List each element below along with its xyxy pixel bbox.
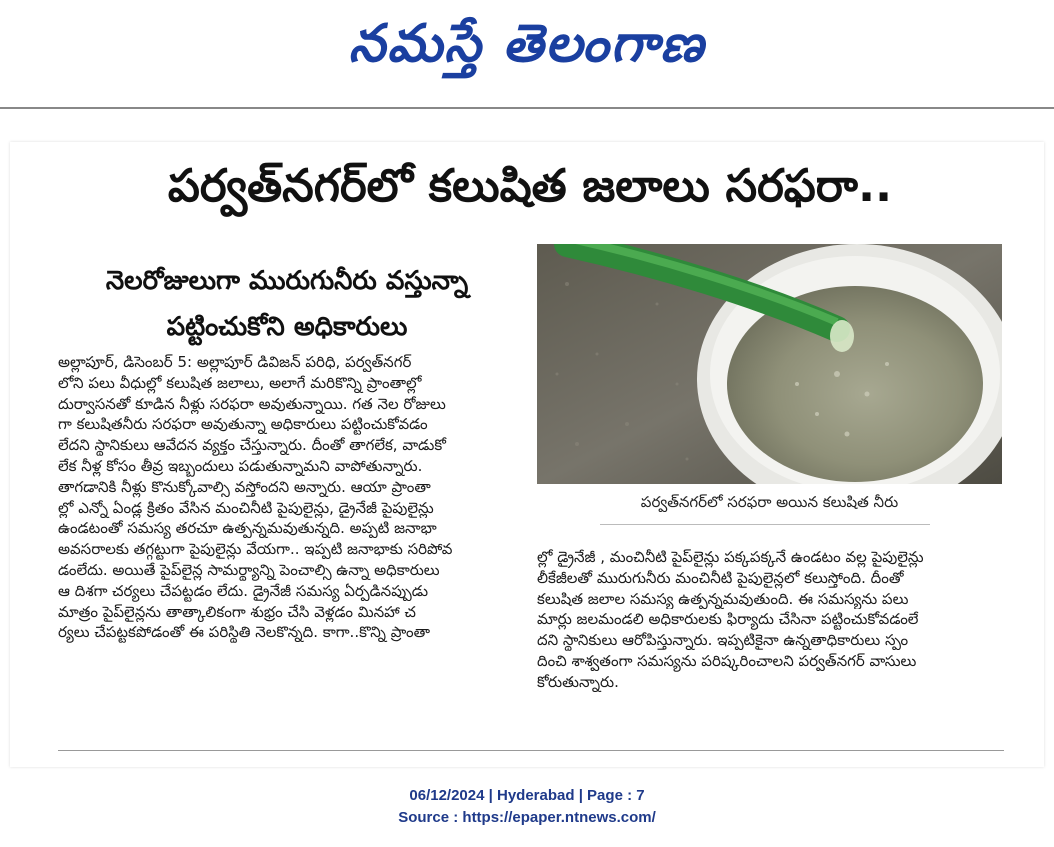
body-line: మాత్రం పైప్‌లైన్లను తాత్కాలికంగా శుభ్రం చేసి వెళ్లడం మినహా చ <box>58 602 416 621</box>
caption-divider <box>600 524 930 525</box>
subheadline-line: పట్టించుకోని అధికారులు <box>166 312 408 342</box>
masthead <box>0 0 1054 100</box>
article-headline: పర్వత్‌నగర్‌లో కలుషిత జలాలు సరఫరా.. <box>167 159 893 212</box>
body-line: గా కలుషితనీరు సరఫరా అవుతున్నా అధికారులు పట్టించుకోవడం <box>58 415 428 434</box>
body-line: అవసరాలకు తగ్గట్టుగా పైపులైన్లు వేయగా.. ఇప్పటి జనాభాకు సరిపోవ <box>58 540 453 559</box>
footer-source: Source : https://epaper.ntnews.com/ <box>398 809 656 826</box>
body-line: అల్లాపూర్‌, డిసెంబర్‌ 5: అల్లాపూర్‌ డివిజన్‌ పరిధి, పర్వత్‌నగర్‌ <box>58 353 412 371</box>
body-line: ర్యలు చేపట్టకపోడంతో ఈ పరిస్థితి నెలకొన్నది. కాగా..కొన్ని ప్రాంతా <box>58 623 431 642</box>
body-line: మార్లు జలమండలి అధికారులకు ఫిర్యాదు చేసినా పట్టించుకోవడంలే <box>537 610 919 629</box>
body-line: ఆ దిశగా చర్యలు చేపట్టడం లేదు. డ్రైనేజీ సమస్య ఏర్పడినప్పుడు <box>58 581 429 600</box>
body-line: కోరుతున్నారు. <box>537 672 619 691</box>
article-subheadline <box>52 258 522 350</box>
contaminated-water-bucket-photo <box>537 244 1002 484</box>
body-line: దుర్వాసనతో కూడిన నీళ్లు సరఫరా అవుతున్నాయి. గత నెల రోజులు <box>58 394 446 413</box>
body-line: లేక నీళ్ల కోసం తీవ్ర ఇబ్బందులు పడుతున్నామని వాపోతున్నారు. <box>58 456 423 475</box>
body-line: దించి శాశ్వతంగా సమస్యను పరిష్కరించాలని పర్వత్‌నగర్‌ వాసులు <box>537 651 917 670</box>
page-footer <box>0 785 1054 829</box>
body-line: తాగడానికి నీళ్లు కొనుక్కోవాల్సి వస్తోందని అన్నారు. ఆయా ప్రాంతా <box>58 477 431 496</box>
body-line: లేదని స్థానికులు ఆవేదన వ్యక్తం చేస్తున్నారు. దీంతో తాగలేక, వాడుకో <box>58 436 446 455</box>
article-photo <box>537 244 1002 484</box>
body-line: ల్లో డ్రైనేజీ , మంచినీటి పైప్‌లైన్లు పక్కపక్కనే ఉండటం వల్ల పైపులైన్లు <box>537 548 924 566</box>
article-bottom-divider <box>58 750 1004 751</box>
subheadline-line: నెలరోజులుగా మురుగునీరు వస్తున్నా <box>105 266 469 296</box>
body-line: లోని పలు వీధుల్లో కలుషిత జలాలు, అలాగే మరికొన్ని ప్రాంతాల్లో <box>58 373 422 392</box>
body-line: డంలేదు. అయితే పైప్‌లైన్ల సామర్థ్యాన్ని పెంచాల్సి ఉన్నా అధికారులు <box>58 560 440 579</box>
masthead-divider <box>0 107 1054 109</box>
body-line: కలుషిత జలాల సమస్య ఉత్పన్నమవుతుంది. ఈ సమస్యను పలు <box>537 589 909 608</box>
body-line: దని స్థానికులు ఆరోపిస్తున్నారు. ఇప్పటికైనా ఉన్నతాధికారులు స్పం <box>537 631 909 650</box>
body-line: ఉండటంతో సమస్య తరచూ ఉత్పన్నమవుతున్నది. అప్పటి జనాభా <box>58 519 437 538</box>
body-line: ల్లో ఎన్నో ఏండ్ల క్రితం వేసిన మంచినీటి పైపులైన్లు, డ్రైనేజీ పైపులైన్లు <box>58 498 434 517</box>
body-line: లీకేజీలతో మురుగునీరు మంచినీటి పైపులైన్లలో కలుస్తోంది. దీంతో <box>537 568 904 587</box>
article-body-right-column <box>537 547 1002 693</box>
footer-date-location-page: 06/12/2024 | Hyderabad | Page : 7 <box>409 787 645 804</box>
masthead-logo: నమస్తే తెలంగాణ <box>348 13 706 74</box>
article-body-left-column <box>58 352 518 643</box>
photo-caption: పర్వత్‌నగర్‌లో సరఫరా అయిన కలుషిత నీరు <box>640 493 899 511</box>
